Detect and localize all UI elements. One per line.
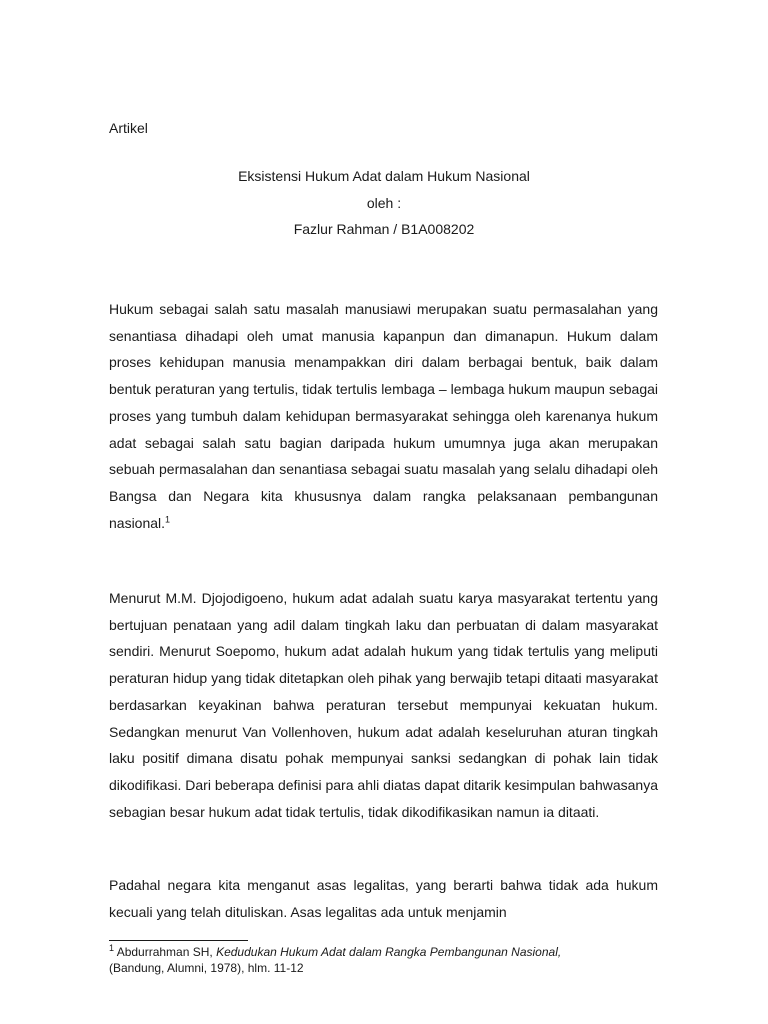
footnote-author: Abdurrahman SH,: [116, 945, 213, 959]
footnote-reference: 1: [165, 513, 171, 524]
byline: oleh :: [366, 194, 402, 211]
title-block: [0, 163, 768, 243]
footnote-publication: (Bandung, Alumni, 1978), hlm. 11-12: [109, 961, 304, 975]
footnote-divider: [109, 940, 248, 941]
document-title: Eksistensi Hukum Adat dalam Hukum Nasional: [238, 168, 530, 184]
paragraph-1: [109, 296, 658, 536]
paragraph-3: Padahal negara kita menganut asas legalitas, yang berarti bahwa tidak ada hukum kecuali yang telah dituliskan. Asas legalitas ada untuk menjamin: [109, 877, 658, 920]
document-label: Artikel: [109, 120, 148, 136]
footnote: [109, 944, 669, 976]
footnote-number: 1: [109, 943, 115, 953]
footnote-book-title: Kedudukan Hukum Adat dalam Rangka Pembangunan Nasional,: [216, 945, 562, 959]
author: Fazlur Rahman / B1A008202: [293, 221, 475, 237]
paragraph-1-text: Hukum sebagai salah satu masalah manusiawi merupakan suatu permasalahan yang senantiasa dihadapi oleh umat manusia kapanpun dan dimanapun. Hukum dalam proses kehidupan manusia menampakkan diri dalam berbagai bentuk, baik dalam bentuk peraturan yang tertulis, tidak tertulis lembaga – lembaga hukum maupun sebagai proses yang tumbuh dalam kehidupan bermasyarakat sehingga oleh karenanya hukum adat sebagai salah satu bagian daripada hukum umumnya juga akan merupakan sebuah permasalahan dan senantiasa sebagai suatu masalah yang selalu dihadapi oleh Bangsa dan Negara kita khususnya dalam rangka pelaksanaan pembangunan nasional.: [109, 301, 658, 531]
paragraph-2: Menurut M.M. Djojodigoeno, hukum adat adalah suatu karya masyarakat tertentu yang bertujuan penataan yang adil dalam tingkah laku dan perbuatan di dalam masyarakat sendiri. Menurut Soepomo, hukum adat adalah hukum yang tidak tertulis yang meliputi peraturan hidup yang tidak ditetapkan oleh pihak yang berwajib tetapi ditaati masyarakat berdasarkan keyakinan bahwa peraturan tersebut mempunyai kekuatan hukum. Sedangkan menurut Van Vollenhoven, hukum adat adalah keseluruhan aturan tingkah laku positif dimana disatu pohak mempunyai sanksi sedangkan di pohak lain tidak dikodifikasi. Dari beberapa definisi para ahli diatas dapat ditarik kesimpulan bahwasanya sebagian besar hukum adat tidak tertulis, tidak dikodifikasikan namun ia ditaati.: [109, 590, 658, 820]
